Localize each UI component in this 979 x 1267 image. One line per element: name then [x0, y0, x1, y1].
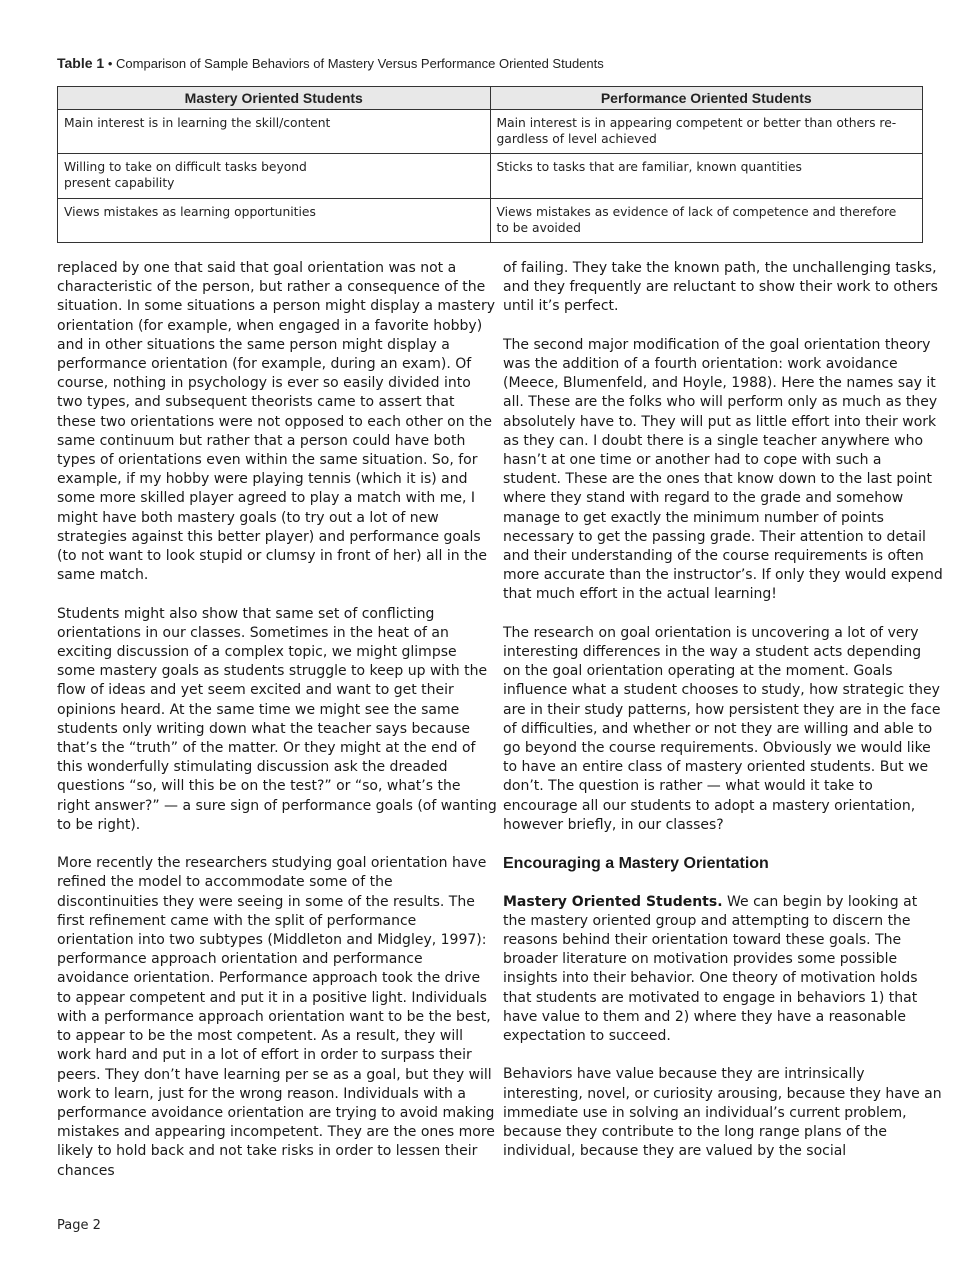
comparison-table — [57, 86, 923, 243]
section-heading: Encouraging a Mastery Orientation — [503, 855, 769, 873]
table-header-row — [58, 87, 923, 110]
caption-text: Comparison of Sample Behaviors of Mastery Versus Performance Oriented Students — [116, 56, 604, 71]
paragraph-text: We can begin by looking at the mastery oriented group and attempting to discern the reasons behind their orientation toward these goals. The broader literature on motivation provides some possible insights into their behavior. One theory of motivation holds that students are motivated to engage in behaviors 1) that have value to them and 2) where they have a reasonable expectation to succeed. — [503, 893, 918, 1045]
table-row — [58, 154, 923, 199]
body-paragraph: More recently the researchers studying goal orientation have refined the model to accommodate some of the discontinuities they were seeing in some of the results. The first refinement came with the split of performance orientation into two subtypes (Middleton and Midgley, 1997): performance approach orientation and performance avoidance orientation. Performance approach took the drive to appear competent and put it in a positive light. Individuals with a performance approach orientation want to be the best, to appear to be the most competent. As a result, they will work hard and put in a lot of effort in order to surpass their peers. They don’t have learning per se as a goal, but they will work to learn, just for the wrong reason. Individuals with a performance avoidance orientation are trying to avoid making mistakes and appearing incompetent. They are the ones more likely to hold back and not take risks in order to lessen their chances — [57, 855, 495, 1179]
table-cell: Main interest is in learning the skill/content — [58, 110, 491, 154]
body-paragraph: The research on goal orientation is uncovering a lot of very interesting differences in the way a student acts depending on the goal orientation operating at the moment. Goals influence what a student chooses to study, how strategic they are in their study patterns, how persistent they are in the face of difficulties, and whether or not they are willing and able to go beyond the course requirements. Obviously we would like to have an entire class of mastery oriented students. But we don’t. The question is rather — what would it take to encourage all our students to adopt a mastery orientation, however briefly, in our classes? — [503, 624, 941, 833]
caption-bullet: • — [107, 56, 113, 71]
body-paragraph: The second major modification of the goal orientation theory was the addition of a fourth orientation: work avoidance (Meece, Blumenfeld, and Hoyle, 1988). Here the names say it all. These are the folks who will perform only as much as they absolutely have to. They will put as little effort into their work as they can. I doubt there is a single teacher anywhere who hasn’t at one time or another had to cope with such a student. These are the ones that know down to the last point where they stand with regard to the grade and somehow manage to get exactly the minimum number of points necessary to get the passing grade. Their attention to detail and their understanding of the course requirements is often more accurate than the instructor’s. If only they would expend that much effort in the actual learning! — [503, 336, 943, 603]
body-paragraph — [503, 893, 943, 1047]
column-header-mastery: Mastery Oriented Students — [58, 87, 491, 110]
table-row — [58, 199, 923, 243]
table-row — [58, 110, 923, 154]
page-number: Page 2 — [57, 1218, 101, 1233]
table-caption — [57, 55, 927, 71]
table-cell: Views mistakes as learning opportunities — [58, 199, 491, 243]
table-cell: Views mistakes as evidence of lack of competence and therefore to be avoided — [490, 199, 923, 243]
body-paragraph: Behaviors have value because they are intrinsically interesting, novel, or curiosity arousing, because they have an immediate use in solving an individual’s current problem, because they contribute to the long range plans of the individual, because they are valued by the social — [503, 1066, 942, 1160]
left-column — [57, 259, 497, 1200]
column-header-performance: Performance Oriented Students — [490, 87, 923, 110]
table-cell: Main interest is in appearing competent or better than others re- gardless of level achieved — [490, 110, 923, 154]
table-cell: Willing to take on difficult tasks beyond present capability — [58, 154, 491, 199]
body-paragraph: Students might also show that same set of conflicting orientations in our classes. Sometimes in the heat of an exciting discussion of a complex topic, we might glimpse some mastery goals as students struggle to keep up with the flow of ideas and yet seem excited and want to get their opinions heard. At the same time we might see the same students only writing down what the teacher says because that’s the “truth” of the matter. Or they might at the end of this wonderfully stimulating discussion ask the dreaded questions “so, will this be on the test?” or “so, what’s the right answer?” — a sure sign of performance goals (of wanting to be right). — [57, 605, 497, 833]
table-label: Table 1 — [57, 55, 105, 71]
body-paragraph: of failing. They take the known path, the unchallenging tasks, and they frequently are reluctant to show their work to others until it’s perfect. — [503, 260, 938, 315]
right-column — [503, 259, 943, 1181]
run-in-heading: Mastery Oriented Students. — [503, 893, 723, 910]
table-cell: Sticks to tasks that are familiar, known quantities — [490, 154, 923, 199]
body-paragraph: replaced by one that said that goal orientation was not a characteristic of the person, but rather a consequence of the situation. In some situations a person might display a mastery orientation (for example, when engaged in a favorite hobby) and in other situations the same person might display a performance orientation (for example, during an exam). Of course, nothing in psychology is ever so easily divided into two types, and subsequent theorists came to assert that these two orientations were not opposed to each other on the same continuum but rather that a person could have both types of orientations even within the same situation. So, for example, if my hobby were playing tennis (which it is) and some more skilled player agreed to play a match with me, I might have both mastery goals (to try out a lot of new strategies against this better player) and performance goals (to not want to look stupid or clumsy in front of her) all in the same match. — [57, 260, 496, 584]
